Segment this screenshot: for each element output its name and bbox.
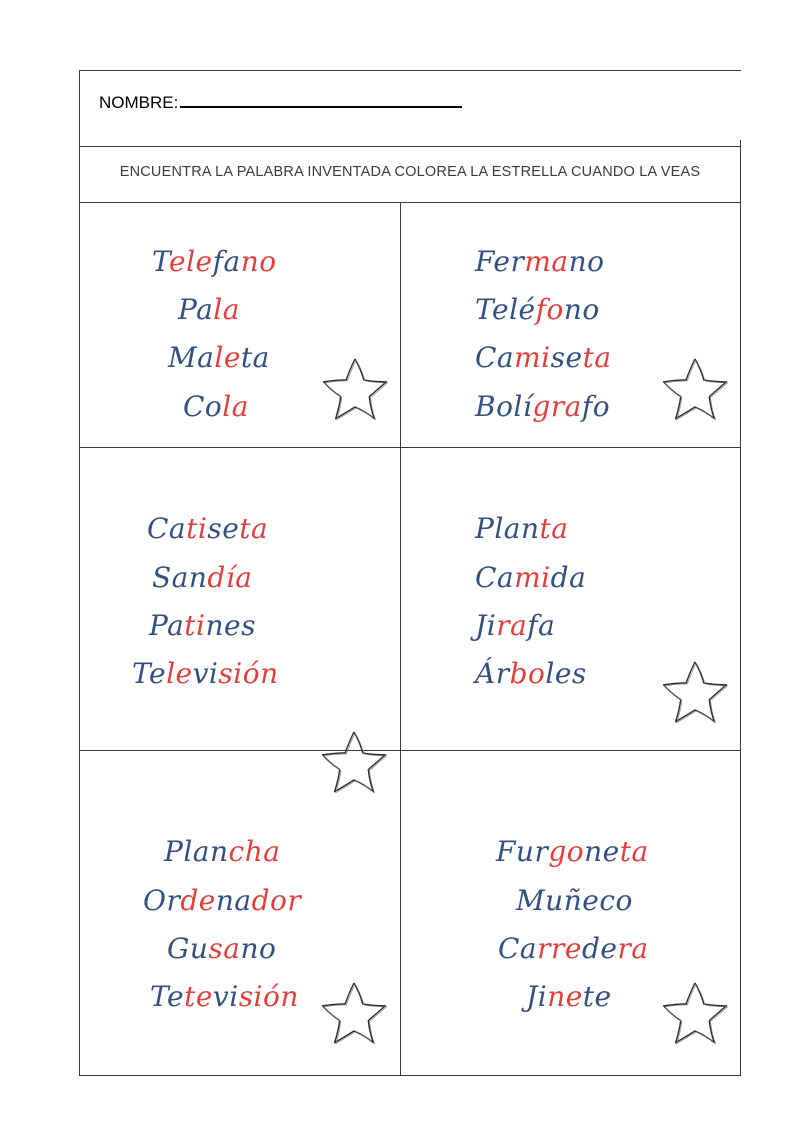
bottom-border [79, 1075, 741, 1076]
word-3 [498, 932, 649, 965]
syllable: fa [212, 245, 241, 278]
syllable: de [180, 884, 216, 917]
syllable: Ca [498, 932, 538, 965]
star-outline [664, 662, 727, 722]
worksheet [79, 70, 741, 1076]
syllable: sión [218, 657, 279, 690]
syllable: ne [584, 835, 620, 868]
syllable: ele [169, 245, 213, 278]
name-field[interactable] [99, 88, 462, 113]
syllable: Ma [168, 341, 215, 374]
syllable: nes [205, 609, 256, 642]
syllable: Plan [475, 512, 540, 545]
syllable: Ca [147, 512, 187, 545]
word-1 [164, 835, 281, 868]
syllable: Ár [475, 657, 510, 690]
syllable: Ca [475, 341, 515, 374]
syllable: sa [208, 932, 241, 965]
syllable: mi [514, 341, 551, 374]
syllable: fa [527, 609, 556, 642]
syllable: a [196, 293, 214, 326]
star-icon[interactable] [660, 981, 730, 1047]
syllable: Telé [475, 293, 536, 326]
syllable: te [184, 980, 213, 1013]
syllable: Co [183, 390, 223, 423]
word-4 [475, 657, 587, 690]
syllable: no [568, 245, 605, 278]
syllable: ñe [563, 884, 600, 917]
star-outline [323, 983, 386, 1043]
syllable: la [222, 390, 249, 423]
word-cell-2 [400, 202, 741, 447]
instruction-text: ENCUENTRA LA PALABRA INVENTADA COLOREA LA ESTRELLA CUANDO LA VEAS [119, 164, 701, 180]
syllable: go [548, 835, 585, 868]
syllable: dor [251, 884, 302, 917]
syllable: sión [238, 980, 299, 1013]
star-outline [324, 359, 387, 419]
word-3 [168, 341, 270, 374]
star-icon[interactable] [320, 357, 390, 423]
syllable: ta [539, 512, 569, 545]
header-divider [79, 146, 741, 147]
syllable: Or [143, 884, 181, 917]
word-1 [152, 245, 277, 278]
syllable: T [152, 245, 170, 278]
star-outline-shadow [665, 663, 728, 723]
word-2 [178, 293, 240, 326]
syllable: gra [532, 390, 582, 423]
top-border [79, 70, 741, 71]
syllable: ra [617, 932, 649, 965]
word-2 [143, 884, 302, 917]
syllable: bo [509, 657, 546, 690]
syllable: Bolí [475, 390, 533, 423]
word-3 [475, 609, 556, 642]
word-cell-3 [79, 447, 400, 750]
word-2 [516, 884, 633, 917]
syllable: Pa [149, 609, 185, 642]
syllable: ti [186, 512, 208, 545]
star-icon[interactable] [319, 981, 389, 1047]
syllable: te [582, 980, 612, 1013]
word-cell-1 [79, 202, 400, 447]
syllable: de [581, 932, 618, 965]
word-cell-6 [400, 750, 741, 1075]
syllable: ta [240, 341, 270, 374]
syllable: co [599, 884, 633, 917]
syllable: no [563, 293, 600, 326]
word-2 [475, 561, 587, 594]
word-4 [475, 390, 611, 423]
word-4 [150, 980, 299, 1013]
syllable: P [178, 293, 197, 326]
syllable: no [240, 932, 277, 965]
syllable: les [545, 657, 587, 690]
syllable: Te [150, 980, 185, 1013]
word-2 [475, 293, 600, 326]
syllable: rre [537, 932, 582, 965]
word-1 [147, 512, 269, 545]
word-4 [526, 980, 612, 1013]
star-outline-shadow [325, 360, 388, 420]
syllable: se [550, 341, 583, 374]
word-4 [183, 390, 249, 423]
syllable: San [152, 561, 208, 594]
syllable: se [207, 512, 240, 545]
syllable: ta [619, 835, 649, 868]
syllable: vi [192, 657, 219, 690]
word-4 [132, 657, 279, 690]
syllable: cha [228, 835, 281, 868]
word-cell-4 [400, 447, 741, 750]
syllable: día [207, 561, 253, 594]
syllable: da [550, 561, 587, 594]
word-1 [475, 245, 605, 278]
word-3 [149, 609, 256, 642]
word-1 [475, 512, 569, 545]
syllable: ta [239, 512, 269, 545]
syllable: ma [524, 245, 569, 278]
syllable: mi [514, 561, 551, 594]
word-cell-5 [79, 750, 400, 1075]
syllable: ta [582, 341, 612, 374]
syllable: le [214, 341, 241, 374]
star-outline-shadow [665, 360, 728, 420]
word-3 [167, 932, 277, 965]
star-icon[interactable] [660, 660, 730, 726]
syllable: vi [212, 980, 239, 1013]
syllable: Ji [475, 609, 497, 642]
syllable: le [166, 657, 193, 690]
name-label: NOMBRE: [99, 93, 179, 112]
syllable: ra [496, 609, 528, 642]
syllable: na [215, 884, 252, 917]
name-blank-line[interactable] [180, 88, 462, 108]
syllable: ti [184, 609, 206, 642]
syllable: ne [547, 980, 583, 1013]
syllable: Plan [164, 835, 229, 868]
word-3 [475, 341, 612, 374]
syllable: Fur [496, 835, 549, 868]
syllable: la [213, 293, 240, 326]
syllable: Fer [475, 245, 525, 278]
star-outline [664, 359, 727, 419]
star-outline [664, 983, 727, 1043]
star-outline-shadow [324, 984, 387, 1044]
word-2 [152, 561, 253, 594]
syllable: Te [132, 657, 167, 690]
syllable: Ji [526, 980, 548, 1013]
syllable: Ca [475, 561, 515, 594]
syllable: fo [581, 390, 611, 423]
syllable: fo [535, 293, 564, 326]
word-1 [496, 835, 649, 868]
star-icon[interactable] [660, 357, 730, 423]
syllable: Mu [516, 884, 564, 917]
star-outline-shadow [665, 984, 728, 1044]
syllable: Gu [167, 932, 209, 965]
syllable: no [240, 245, 277, 278]
